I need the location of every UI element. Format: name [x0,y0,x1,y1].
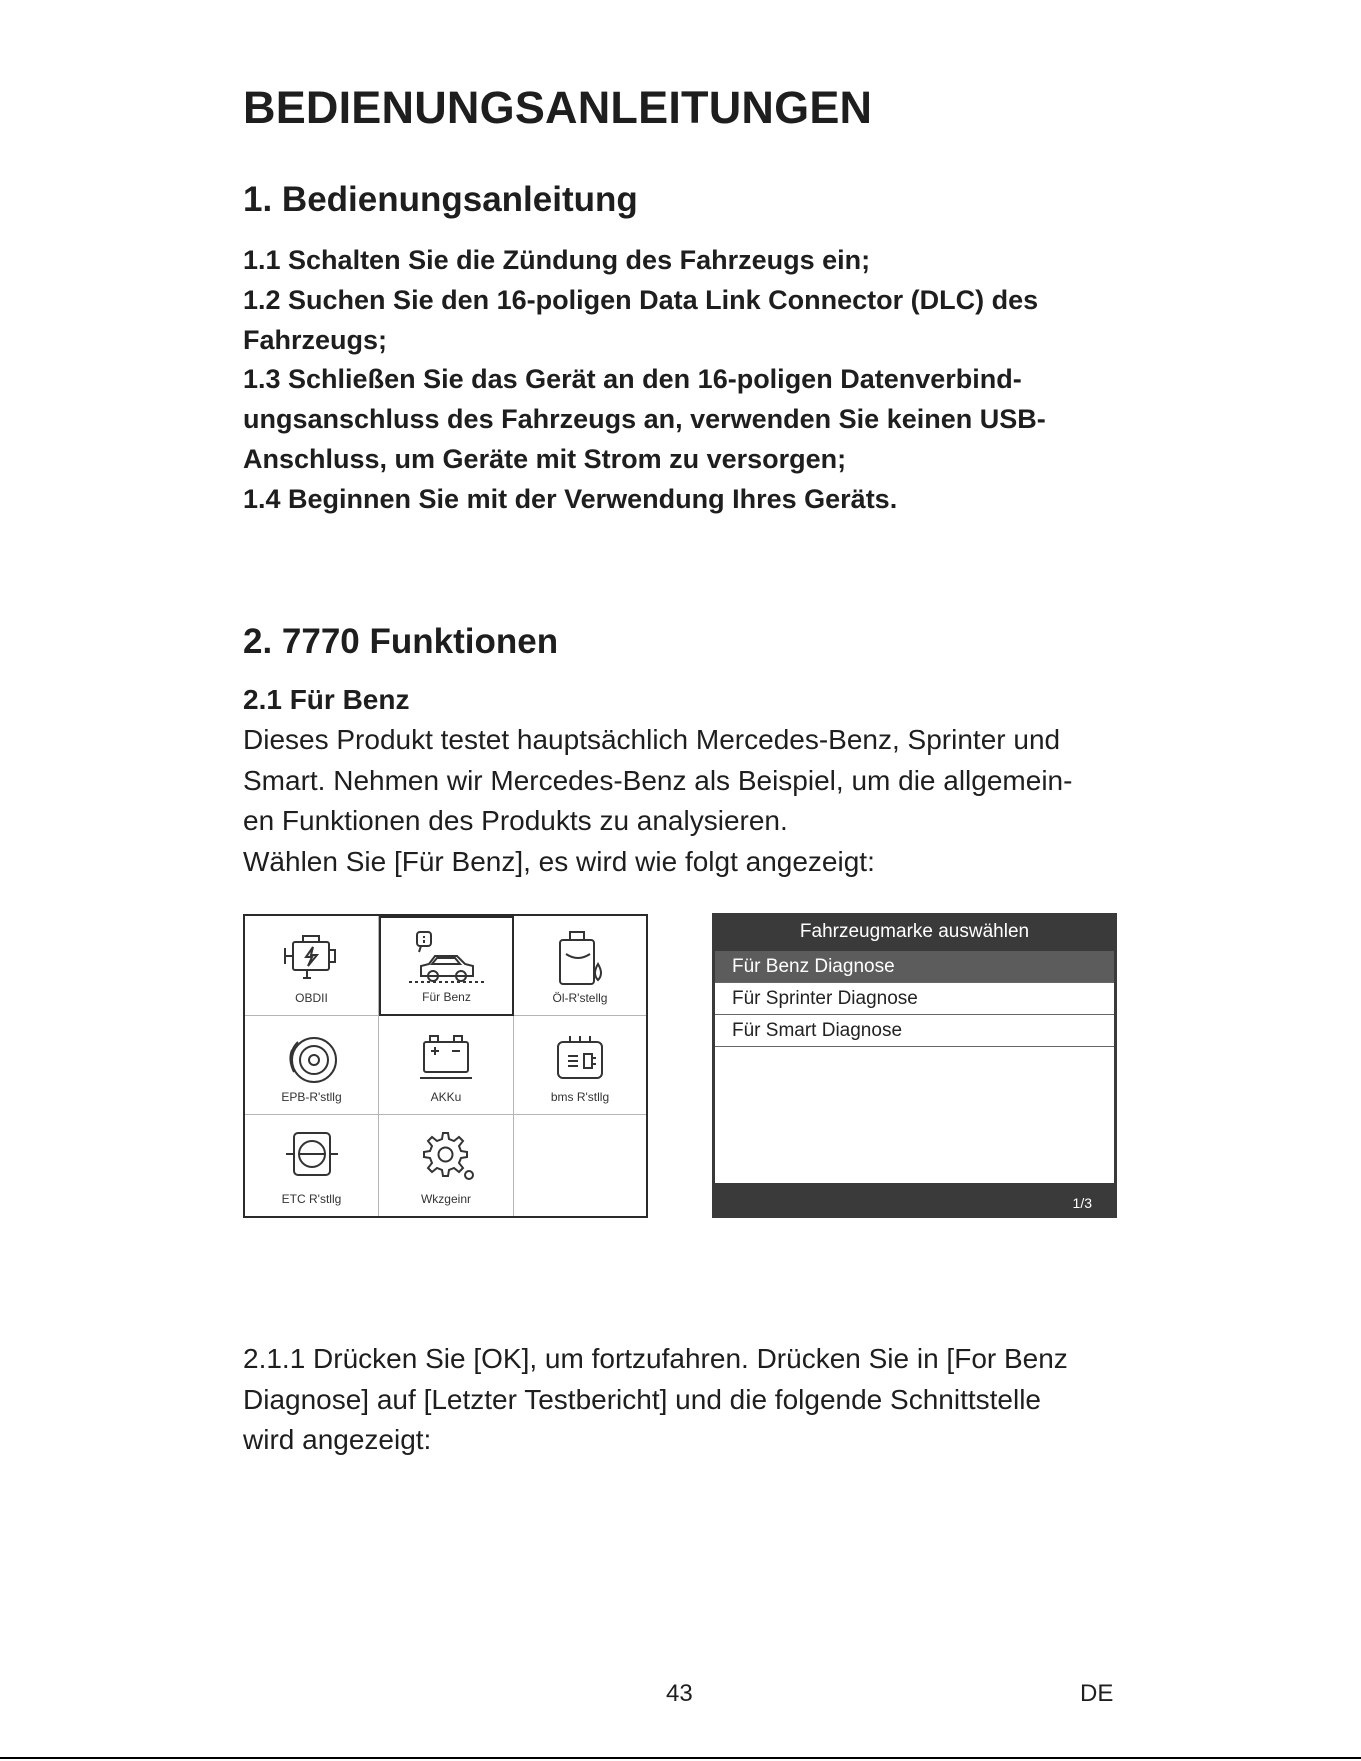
menu-item-label: Wkzgeinr [420,1192,471,1206]
brake-disc-icon [282,1028,342,1088]
throttle-icon [280,1127,344,1185]
menu-item-label: AKKu [430,1090,462,1104]
menu-item-label: OBDII [295,991,328,1005]
menu-item-label: bms R'stllg [550,1090,610,1104]
list-item-benz[interactable]: Für Benz Diagnose [715,951,1114,983]
menu-item-obdii[interactable] [245,916,379,1016]
battery-icon [414,1028,478,1084]
step-1-4: 1.4 Beginnen Sie mit der Verwendung Ihres Geräts. [243,483,898,514]
intro-line: Wählen Sie [Für Benz], es wird wie folgt angezeigt: [243,845,875,877]
menu-item-fur-benz[interactable] [379,916,514,1016]
list-item-sprinter[interactable]: Für Sprinter Diagnose [715,983,1114,1015]
page-indicator: 1/3 [1072,1195,1092,1211]
step-paragraph [243,1339,1123,1461]
section-1-heading: 1. Bedienungsanleitung [243,180,638,219]
intro-line: Smart. Nehmen wir Mercedes-Benz als Beispiel, um die allgemein- [243,764,1073,796]
menu-item-label: EPB-R'stllg [281,1090,342,1104]
menu-item-label: Für Benz [422,990,471,1004]
section-2-heading: 2. 7770 Funktionen [243,622,559,661]
menu-item-oil-reset[interactable] [514,916,646,1016]
menu-item-tools[interactable] [379,1115,514,1216]
menu-item-bms-reset[interactable] [514,1016,646,1115]
steps-list [243,241,1123,520]
step-line: Diagnose] auf [Letzter Testbericht] und die folgende Schnittstelle [243,1383,1041,1415]
oil-can-icon [548,928,612,992]
screen-title: Fahrzeugmarke auswählen [799,921,1030,942]
menu-item-etc-reset[interactable] [245,1115,379,1216]
page-title: BEDIENUNGSANLEITUNGEN [243,82,873,133]
menu-item-label: ETC R'stllg [281,1192,342,1206]
step-1-2: 1.2 Suchen Sie den 16-poligen Data Link Connector (DLC) des Fahrzeugs; [243,284,1039,355]
step-line: wird angezeigt: [243,1424,432,1455]
menu-item-battery[interactable] [379,1016,514,1115]
engine-icon [277,928,347,984]
car-info-icon [407,930,487,992]
bottom-divider [0,1757,1361,1759]
menu-item-epb-reset[interactable] [245,1016,379,1115]
page-number: 43 [666,1680,693,1707]
intro-line: Dieses Produkt testet hauptsächlich Mercedes-Benz, Sprinter und [243,724,1061,755]
step-1-3: 1.3 Schließen Sie das Gerät an den 16-poligen Datenverbind-ungsanschluss des Fahrzeugs an, verwenden Sie keinen USB-Anschluss, um Geräte mit Strom zu versorgen; [243,364,1046,474]
bms-icon [548,1028,612,1088]
function-menu-grid [243,914,648,1218]
subsection-heading: 2.1 Für Benz [243,684,410,715]
step-1-1: 1.1 Schalten Sie die Zündung des Fahrzeugs ein; [243,245,871,275]
step-line: 2.1.1 Drücken Sie [OK], um fortzufahren. Drücken Sie in [For Benz [243,1343,1068,1374]
vehicle-brand-screen [712,913,1117,1218]
gear-icon [413,1127,479,1185]
intro-paragraph [243,720,1123,882]
intro-line: en Funktionen des Produkts zu analysieren. [243,805,788,836]
brand-list [715,951,1114,1183]
menu-item-empty [514,1115,646,1216]
menu-item-label: Öl-R'stellg [552,991,608,1005]
list-item-smart[interactable]: Für Smart Diagnose [715,1015,1114,1047]
language-code: DE [1080,1680,1114,1707]
